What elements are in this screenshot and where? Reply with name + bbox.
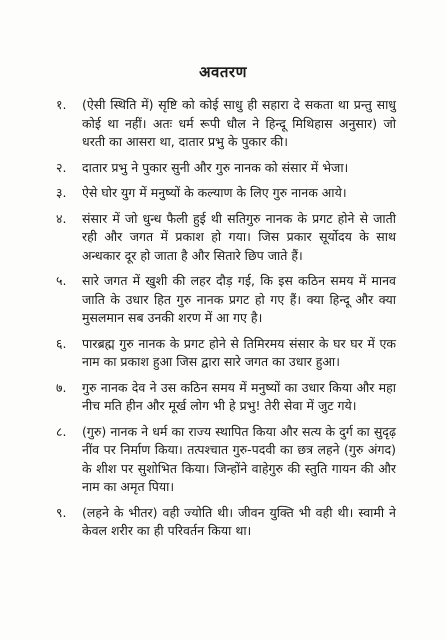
list-item (56, 504, 396, 541)
item-text: सारे जगत में खुशी की लहर दौड़ गई, कि इस कठिन समय में मानव जाति के उधार हित गुरु नानक प्रगट हो गए हैं। क्या हिन्दू और क्या मुसलमान सब उनकी शरण में आ गए है। (82, 273, 396, 325)
item-number: ९. (56, 504, 67, 520)
page-heading: अवतरण (199, 63, 247, 81)
item-text: (लहने के भीतर) वही ज्योति थी। जीवन युक्ति भी वही थी। स्वामी ने केवल शरीर का ही परिवर्तन किया था। (82, 504, 396, 538)
list-item (56, 159, 396, 178)
item-number: ६. (56, 335, 67, 351)
item-text: ऐसे घोर युग में मनुष्यों के कल्याण के लिए गुरु नानक आये। (82, 185, 347, 200)
numbered-list (56, 96, 396, 548)
list-item (56, 184, 396, 203)
item-number: ३. (56, 185, 67, 200)
item-text: (ऐसी स्थिति में) सृष्टि को कोई साधु ही सहारा दे सकता था प्रन्तु साधु कोई था नहीं। अतः धर्म रूपी धौल ने हिन्दू मिथिहास अनुसार) जो धरती का आसरा था, दातार प्रभु के पुकार की। (82, 97, 396, 149)
item-number: १. (56, 97, 67, 112)
item-number: ७. (56, 379, 67, 395)
item-text: संसार में जो धुन्ध फैली हुई थी सतिगुरु नानक के प्रगट होने से जाती रही और जगत में प्रकाश हो गया। जिस प्रकार सूर्योदय के साथ अन्धकार दूर हो जाता है और सितारे छिप जाते हैं। (82, 210, 396, 263)
item-text: पारब्रह्म गुरु नानक के प्रगट होने से तिमिरमय संसार के घर घर में एक नाम का प्रकाश हुआ जिस द्वारा सारे जगत का उधार हुआ। (82, 335, 396, 369)
list-item (56, 423, 396, 497)
item-number: ५. (56, 273, 67, 288)
list-item (56, 210, 396, 266)
list-item (56, 96, 396, 152)
item-number: २. (56, 159, 67, 175)
item-text: (गुरु) नानक ने धर्म का राज्य स्थापित किया और सत्य के दुर्ग का सुदृढ़ नींव पर निर्माण किया। तत्पश्चात गुरु-पदवी का छत्र लहने (गुरु अंगद) के शीश पर सुशोभित किया। जिन्होंने वाहेगुरु की स्तुति गायन की और नाम का अमृत पिया। (82, 423, 396, 494)
list-item (56, 335, 396, 372)
list-item (56, 379, 396, 416)
item-text: दातार प्रभु ने पुकार सुनी और गुरु नानक को संसार में भेजा। (82, 159, 349, 175)
item-number: ८. (56, 423, 67, 439)
item-text: गुरु नानक देव ने उस कठिन समय में मनुष्यों का उधार किया और महा नीच मति हीन और मूर्ख लोग भी हे प्रभु! तेरी सेवा में जुट गये। (82, 379, 396, 413)
list-item (56, 272, 396, 328)
item-number: ४. (56, 210, 67, 226)
